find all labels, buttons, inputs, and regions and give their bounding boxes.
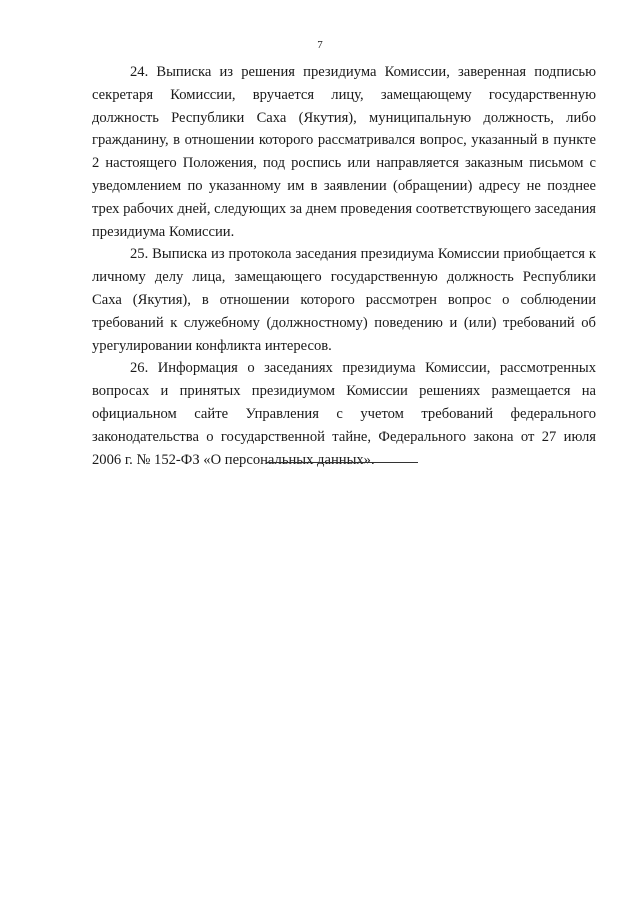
- page-number: 7: [317, 39, 323, 51]
- paragraph-25: 25. Выписка из протокола заседания президиума Комиссии приобщается к личному делу лица, замещающего государственную должность Республики Саха (Якутия), в отношении которого рассмотрен вопрос о соблюдении требований к служебному (должностному) поведению и (или) требований об урегулировании конфликта интересов.: [92, 246, 596, 354]
- document-body: [92, 61, 596, 471]
- paragraph-24: 24. Выписка из решения президиума Комиссии, заверенная подписью секретаря Комиссии, вручается лицу, замещающему государственную должность Республики Саха (Якутия), муниципальную должность, либо гражданину, в отношении которого рассматривался вопрос, указанный в пункте 2 настоящего Положения, под роспись или направляется заказным письмом с уведомлением по указанному им в заявлении (обращении) адресу не позднее трех рабочих дней, следующих за днем проведения соответствующего заседания президиума Комиссии.: [92, 64, 596, 240]
- end-of-document-line: [266, 462, 418, 463]
- paragraph-26: 26. Информация о заседаниях президиума Комиссии, рассмотренных вопросах и принятых президиумом Комиссии решениях размещается на официальном сайте Управления с учетом требований федерального законодательства о государственной тайне, Федерального закона от 27 июля 2006 г. № 152-ФЗ «О персональных данных».: [92, 360, 596, 468]
